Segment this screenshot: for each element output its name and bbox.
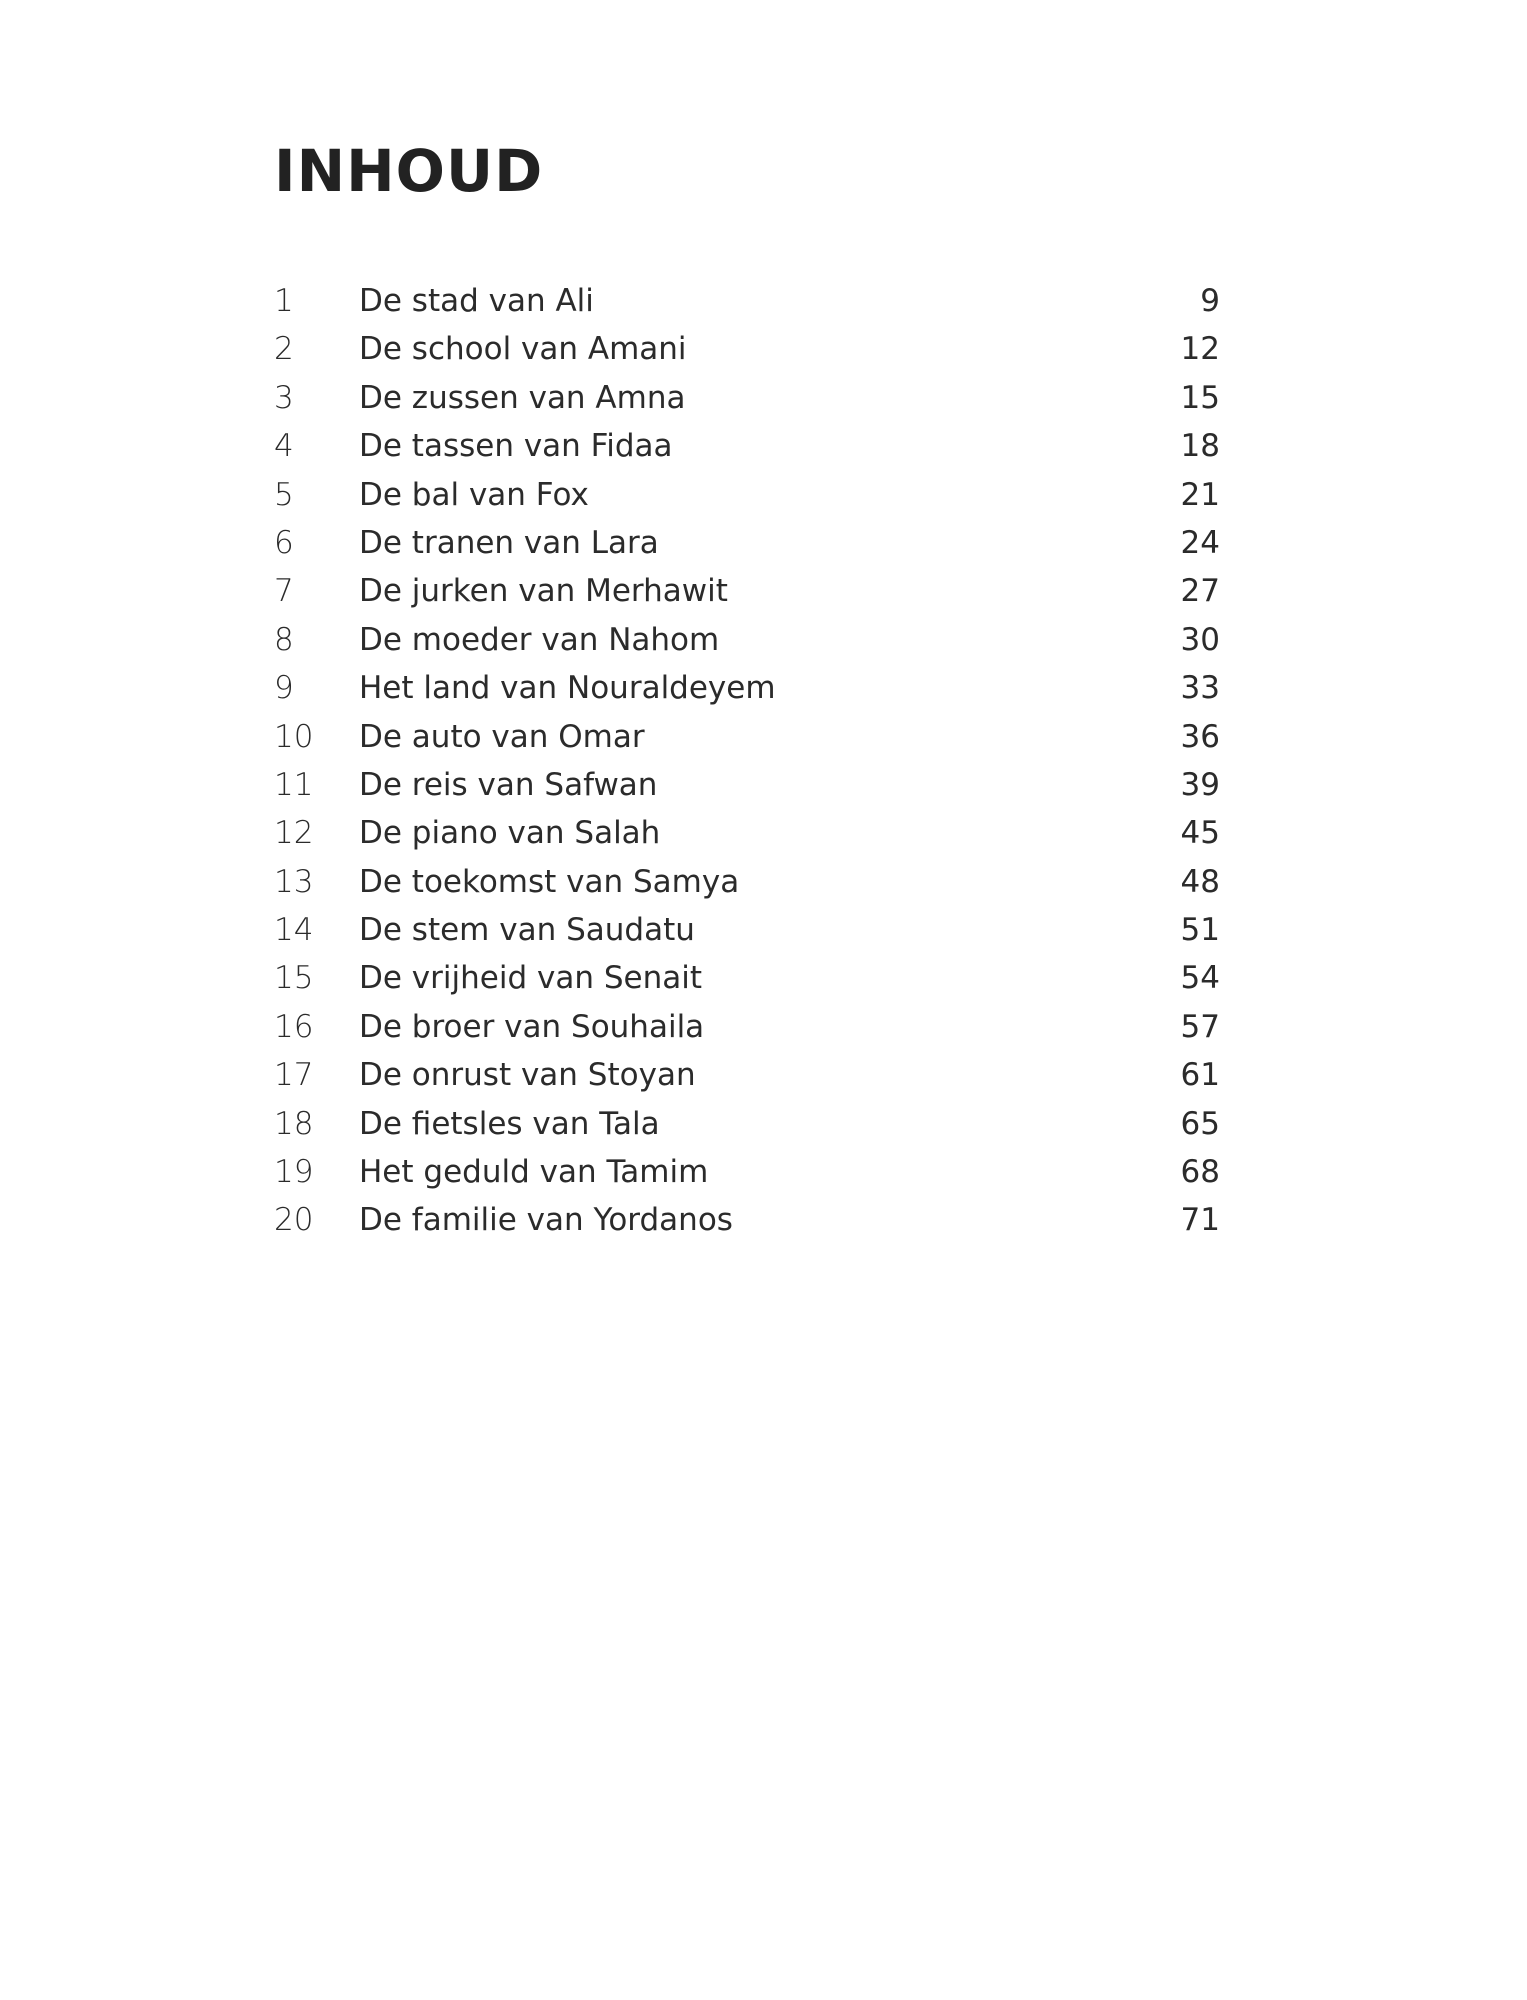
toc-entry-number: 18 <box>274 1105 314 1142</box>
toc-entry-title: De zussen van Amna <box>359 379 686 416</box>
toc-entry-title: Het geduld van Tamim <box>359 1154 709 1191</box>
toc-entry-number: 15 <box>274 960 314 997</box>
toc-entry <box>274 910 1220 958</box>
toc-entry <box>274 1152 1220 1200</box>
toc-entry-number: 5 <box>274 476 294 513</box>
toc-entry <box>274 1104 1220 1152</box>
toc-entry-title: De auto van Omar <box>359 718 645 755</box>
toc-entry-page: 9 <box>1200 283 1220 319</box>
toc-entry <box>274 1007 1220 1055</box>
toc-entry <box>274 958 1220 1006</box>
toc-entry-number: 6 <box>274 524 294 561</box>
toc-entry-number: 19 <box>274 1154 314 1191</box>
toc-entry-number: 16 <box>274 1008 314 1045</box>
toc-entry-title: De onrust van Stoyan <box>359 1057 696 1094</box>
toc-entry <box>274 668 1220 716</box>
toc-entry-page: 12 <box>1180 331 1220 368</box>
toc-entry-page: 71 <box>1180 1202 1220 1239</box>
toc-entry <box>274 426 1220 474</box>
toc-entry <box>274 765 1220 813</box>
toc-entry <box>274 475 1220 523</box>
toc-entry <box>274 862 1220 910</box>
toc-entry-page: 39 <box>1180 766 1220 803</box>
toc-entry-number: 17 <box>274 1057 314 1094</box>
toc-entry-page: 54 <box>1180 960 1220 997</box>
toc-entry-number: 3 <box>274 379 294 416</box>
toc-entry <box>274 717 1220 765</box>
toc-entry-title: De tassen van Fidaa <box>359 428 673 465</box>
toc-entry-page: 33 <box>1180 670 1220 707</box>
toc-entry <box>274 813 1220 861</box>
toc-entry-page: 68 <box>1180 1154 1220 1191</box>
toc-entry-page: 15 <box>1180 379 1220 416</box>
toc-entry-number: 11 <box>274 766 314 803</box>
toc-entry-title: De reis van Safwan <box>359 766 658 803</box>
toc-entry-number: 1 <box>274 283 294 319</box>
toc-entry-page: 27 <box>1180 573 1220 610</box>
table-of-contents <box>274 281 1220 1249</box>
toc-entry <box>274 620 1220 668</box>
toc-entry-page: 30 <box>1180 621 1220 658</box>
toc-entry <box>274 378 1220 426</box>
toc-entry-title: De school van Amani <box>359 331 687 368</box>
toc-entry-number: 14 <box>274 912 314 949</box>
toc-entry-page: 57 <box>1180 1008 1220 1045</box>
toc-entry-title: De tranen van Lara <box>359 524 659 561</box>
toc-entry <box>274 1200 1220 1248</box>
toc-entry-page: 45 <box>1180 815 1220 852</box>
toc-entry-number: 12 <box>274 815 314 852</box>
toc-entry-title: Het land van Nouraldeyem <box>359 670 776 707</box>
toc-entry-title: De vrijheid van Senait <box>359 960 702 997</box>
toc-entry-title: De piano van Salah <box>359 815 661 852</box>
toc-entry-title: De jurken van Merhawit <box>359 573 728 610</box>
toc-entry-title: De fietsles van Tala <box>359 1105 660 1142</box>
toc-entry-title: De stem van Saudatu <box>359 912 695 949</box>
toc-entry <box>274 281 1220 329</box>
toc-entry-page: 21 <box>1180 476 1220 513</box>
toc-entry-number: 10 <box>274 718 314 755</box>
toc-entry-number: 9 <box>274 670 294 707</box>
toc-entry-page: 65 <box>1180 1105 1220 1142</box>
toc-entry-number: 2 <box>274 331 294 368</box>
toc-entry-page: 48 <box>1180 863 1220 900</box>
toc-entry-page: 51 <box>1180 912 1220 949</box>
toc-entry-number: 7 <box>274 573 294 610</box>
toc-entry <box>274 523 1220 571</box>
toc-entry-number: 13 <box>274 863 314 900</box>
toc-entry-page: 36 <box>1180 718 1220 755</box>
toc-entry-title: De familie van Yordanos <box>359 1202 733 1239</box>
toc-entry-title: De toekomst van Samya <box>359 863 740 900</box>
toc-entry <box>274 1055 1220 1103</box>
toc-entry-number: 20 <box>274 1202 314 1239</box>
toc-entry-number: 8 <box>274 621 294 658</box>
toc-entry-page: 24 <box>1180 524 1220 561</box>
toc-entry-title: De moeder van Nahom <box>359 621 720 658</box>
toc-entry-number: 4 <box>274 428 294 465</box>
toc-entry-title: De bal van Fox <box>359 476 589 513</box>
toc-entry-title: De stad van Ali <box>359 283 594 319</box>
toc-entry-title: De broer van Souhaila <box>359 1008 705 1045</box>
toc-entry-page: 18 <box>1180 428 1220 465</box>
toc-entry-page: 61 <box>1180 1057 1220 1094</box>
toc-entry <box>274 329 1220 377</box>
toc-entry <box>274 571 1220 619</box>
page-title: INHOUD <box>274 137 544 205</box>
